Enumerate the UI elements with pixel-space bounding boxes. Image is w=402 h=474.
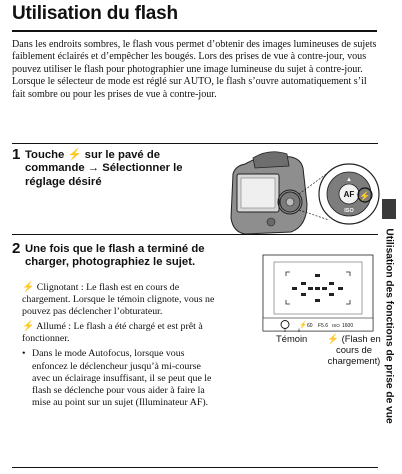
caption-flash-line2: cours de chargement) (327, 344, 381, 367)
viewfinder-shutter: 60 (307, 323, 313, 329)
viewfinder-flash-icon: ⚡ (299, 322, 308, 329)
camera-prism (253, 152, 289, 168)
section-side-label (378, 228, 400, 424)
caption-flash (324, 333, 384, 367)
page-title: Utilisation du flash (12, 3, 178, 24)
flash-lit-text: ⚡ Allumé : Le flash a été chargé et est prêt à fonctionner. (22, 321, 203, 345)
step-2-line2: charger, photographiez le sujet. (25, 256, 196, 269)
step-2-body (22, 282, 218, 409)
section-divider-2 (12, 234, 378, 235)
camera-lcd-inner (241, 178, 275, 208)
step-1-line3: réglage désiré (25, 175, 102, 188)
intro-text (12, 39, 378, 101)
step-1-line1-b: sur le pavé de (81, 149, 161, 161)
viewfinder-iso-value: 1600 (342, 323, 354, 329)
section-side-label-text: Utilisation des fonctions de prise de vue (383, 228, 395, 424)
dial-top-arrow: ▲ (346, 177, 352, 183)
bullet-mark: • (22, 348, 26, 360)
step-1-number: 1 (12, 146, 21, 163)
camera-small-button[interactable] (267, 218, 275, 226)
autofocus-note-text: Dans le mode Autofocus, lorsque vous enfoncez le déclencheur jusqu’à mi-course avec un éclairage insuffisant, il se peut que le flash se déclenche pour vous aider à faire la mise au point sur un sujet (Illuminateur AF). (32, 348, 212, 408)
camera-center-button[interactable] (286, 198, 294, 206)
section-divider-bottom (12, 467, 378, 468)
viewfinder-iso-label: ISO (332, 323, 340, 328)
step-1-line1-a: Touche (25, 149, 68, 161)
intro-paragraph-1: Dans les endroits sombres, le flash vous permet d’obtenir des images lumineuses de sujets faiblement éclairés et d’empêcher les bougés. Lors des prises de vue à contre-jour, vous pouvez utiliser le flash pour photographier une image lumineuse du sujet à contre-jour. (12, 39, 377, 75)
viewfinder-illustration (262, 254, 374, 332)
dial-center-label: AF (343, 190, 355, 199)
step-2-line1: Une fois que le flash a terminé de (25, 243, 205, 255)
intro-paragraph-2: Lorsque le sélecteur de mode est réglé sur AUTO, le flash s’ouvre automatiquement s’il fait sombre ou pour les prises de vue à contre-jour. (12, 76, 367, 100)
flash-icon: ⚡ (67, 149, 82, 161)
caption-indicator: Témoin (276, 333, 308, 344)
title-underline (12, 30, 377, 32)
caption-flash-line1: ⚡ (Flash en (327, 333, 381, 344)
step-2-number: 2 (12, 240, 21, 257)
dial-iso-label: ISO (344, 208, 354, 214)
step-2-heading (25, 243, 245, 270)
dial-flash-icon: ⚡ (359, 191, 371, 201)
section-tab-marker (382, 199, 396, 219)
camera-illustration (225, 144, 390, 242)
flash-blinking-text: ⚡ Clignotant : Le flash est en cours de chargement. Lorsque le témoin clignote, vous ne pouvez pas déclencher l’obturateur. (22, 282, 215, 318)
viewfinder-aperture: F5.6 (318, 323, 329, 329)
step-1-heading (25, 149, 215, 189)
step-1-line2: commande → Sélectionner le (25, 162, 183, 175)
autofocus-note (22, 348, 218, 408)
